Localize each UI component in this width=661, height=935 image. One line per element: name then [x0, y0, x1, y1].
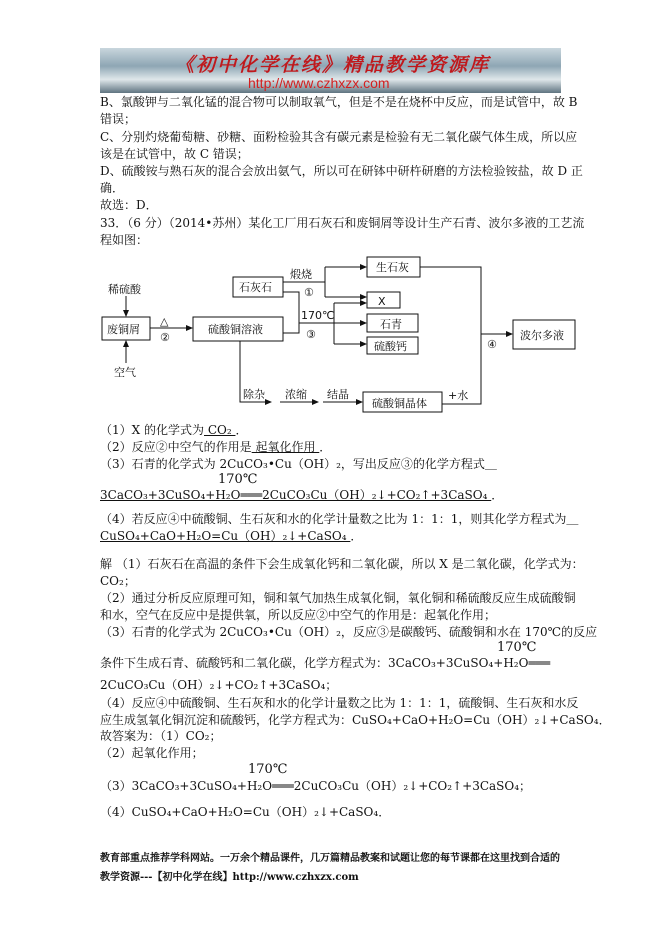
- condition-label: 170℃: [497, 640, 537, 655]
- text-line: D、硫酸铵与熟石灰的混合会放出氨气，所以可在研钵中研杵研磨的方法检验铵盐，故 D 正: [100, 164, 583, 178]
- question-3-answer: [100, 487, 503, 503]
- text-line: 程如图：: [100, 233, 149, 247]
- text-line: 故选：D．: [100, 198, 158, 212]
- answer-line: （4）CuSO₄+CaO+H₂O=Cu（OH）₂↓+CaSO₄．: [100, 805, 391, 819]
- solution-line: 应生成氢氧化铜沉淀和硫酸钙，化学方程式为：CuSO₄+CaO+H₂O=Cu（OH）₂↓+CaSO₄．: [100, 713, 611, 727]
- solution-line: （2）通过分析反应原理可知，铜和氧气加热生成氧化铜，氧化铜和稀硫酸反应生成硫酸铜: [100, 591, 576, 605]
- banner-title: 《初中化学在线》精品教学资源库: [175, 54, 491, 76]
- text-line: 错误；: [100, 112, 137, 126]
- banner-url: http://www.czhxzx.com: [248, 75, 390, 91]
- q2-end: ．: [319, 440, 332, 454]
- label-nongsuo: 浓缩: [285, 388, 307, 401]
- label-xsuan: 稀硫酸: [108, 283, 141, 296]
- label-r2: ②: [160, 331, 170, 344]
- solution-line: CO₂；: [100, 574, 136, 588]
- label-boer: 波尔多液: [520, 329, 564, 342]
- question-1: [100, 422, 247, 438]
- label-delta: △: [160, 315, 169, 328]
- condition-label: 170℃: [218, 472, 258, 487]
- label-shiqing: 石青: [380, 318, 402, 331]
- q1-answer: CO₂: [204, 423, 236, 437]
- question-title: 33．（6 分）（2014•苏州）某化工厂用石灰石和废铜屑等设计生产石青、波尔多液的工艺流: [100, 216, 585, 230]
- label-rongye: 硫酸铜溶液: [208, 323, 263, 336]
- answer-line: 故答案为：（1）CO₂；: [100, 729, 222, 743]
- question-2: [100, 439, 331, 455]
- solution-line: 解 （1）石灰石在高温的条件下会生成氧化钙和二氧化碳，所以 X 是二氧化碳，化学式为：: [100, 557, 584, 571]
- label-duanshao: 煅烧: [290, 268, 312, 281]
- footer-line: 教学资源---【初中化学在线】http://www.czhxzx.com: [100, 872, 359, 883]
- condition-label: 170℃: [248, 762, 288, 777]
- label-shihuishi: 石灰石: [239, 281, 272, 294]
- label-r1: ①: [304, 286, 314, 299]
- question-3: （3）石青的化学式为 2CuCO₃•Cu（OH）₂，写出反应③的化学方程式＿: [100, 457, 497, 471]
- q2-answer: 起氧化作用: [251, 440, 320, 454]
- q4-equation: CuSO₄+CaO+H₂O=Cu（OH）₂↓+CaSO₄: [100, 529, 351, 543]
- question-4: （4）若反应④中硫酸铜、生石灰和水的化学计量数之比为 1：1：1，则其化学方程式为＿: [100, 512, 579, 526]
- label-liusuangai: 硫酸钙: [374, 340, 407, 353]
- text-line: B、氯酸钾与二氧化锰的混合物可以制取氧气，但是不是在烧杯中反应，而是试管中，故 B: [100, 95, 578, 109]
- q3-equation: 3CaCO₃+3CuSO₄+H₂O═══2CuCO₃Cu（OH）₂↓+CO₂↑+3CaSO₄: [100, 488, 492, 502]
- text-line: 确．: [100, 181, 125, 195]
- label-kongqi: 空气: [114, 366, 136, 379]
- q2-text: （2）反应②中空气的作用是: [100, 440, 252, 454]
- label-jiejing: 结晶: [327, 388, 349, 401]
- q1-text: （1）X 的化学式为: [100, 423, 204, 437]
- solution-line: （4）反应④中硫酸铜、生石灰和水的化学计量数之比为 1：1：1，硫酸铜、生石灰和水反: [100, 696, 579, 710]
- label-shui: +水: [448, 389, 469, 402]
- solution-line: 2CuCO₃Cu（OH）₂↓+CO₂↑+3CaSO₄；: [100, 678, 338, 692]
- label-jingti: 硫酸铜晶体: [372, 397, 427, 410]
- footer-line: 教育部重点推荐学科网站。一万余个精品课件，几万篇精品教案和试题让您的每节课都在这里找到合适的: [100, 853, 560, 864]
- text-line: 该是在试管中，故 C 错误；: [100, 147, 249, 161]
- label-shenghui: 生石灰: [376, 261, 409, 274]
- label-x: X: [378, 295, 386, 308]
- solution-line: 和水，空气在反应中是提供氧，所以反应②中空气的作用是：起氧化作用；: [100, 608, 497, 622]
- answer-line: （3）3CaCO₃+3CuSO₄+H₂O═══2CuCO₃Cu（OH）₂↓+CO₂↑+3CaSO₄；: [100, 779, 532, 793]
- q3-end: ．: [491, 488, 504, 502]
- label-170: 170℃: [301, 309, 335, 322]
- q4-end: ．: [350, 529, 363, 543]
- q1-end: ．: [235, 423, 248, 437]
- label-feitong: 废铜屑: [107, 323, 140, 336]
- label-chuza: 除杂: [243, 388, 265, 401]
- solution-line: （3）石青的化学式为 2CuCO₃•Cu（OH）₂，反应③是碳酸钙、硫酸铜和水在 170℃的反应: [100, 625, 598, 639]
- solution-line: 条件下生成石青、硫酸钙和二氧化碳，化学方程式为：3CaCO₃+3CuSO₄+H₂O═══: [100, 656, 551, 670]
- question-4-answer: [100, 528, 362, 544]
- text-line: C、分别灼烧葡萄糖、砂糖、面粉检验其含有碳元素是检验有无二氧化碳气体生成，所以应: [100, 130, 578, 144]
- label-r3: ③: [306, 328, 316, 341]
- label-r4: ④: [487, 338, 497, 351]
- answer-line: （2）起氧化作用；: [100, 746, 204, 760]
